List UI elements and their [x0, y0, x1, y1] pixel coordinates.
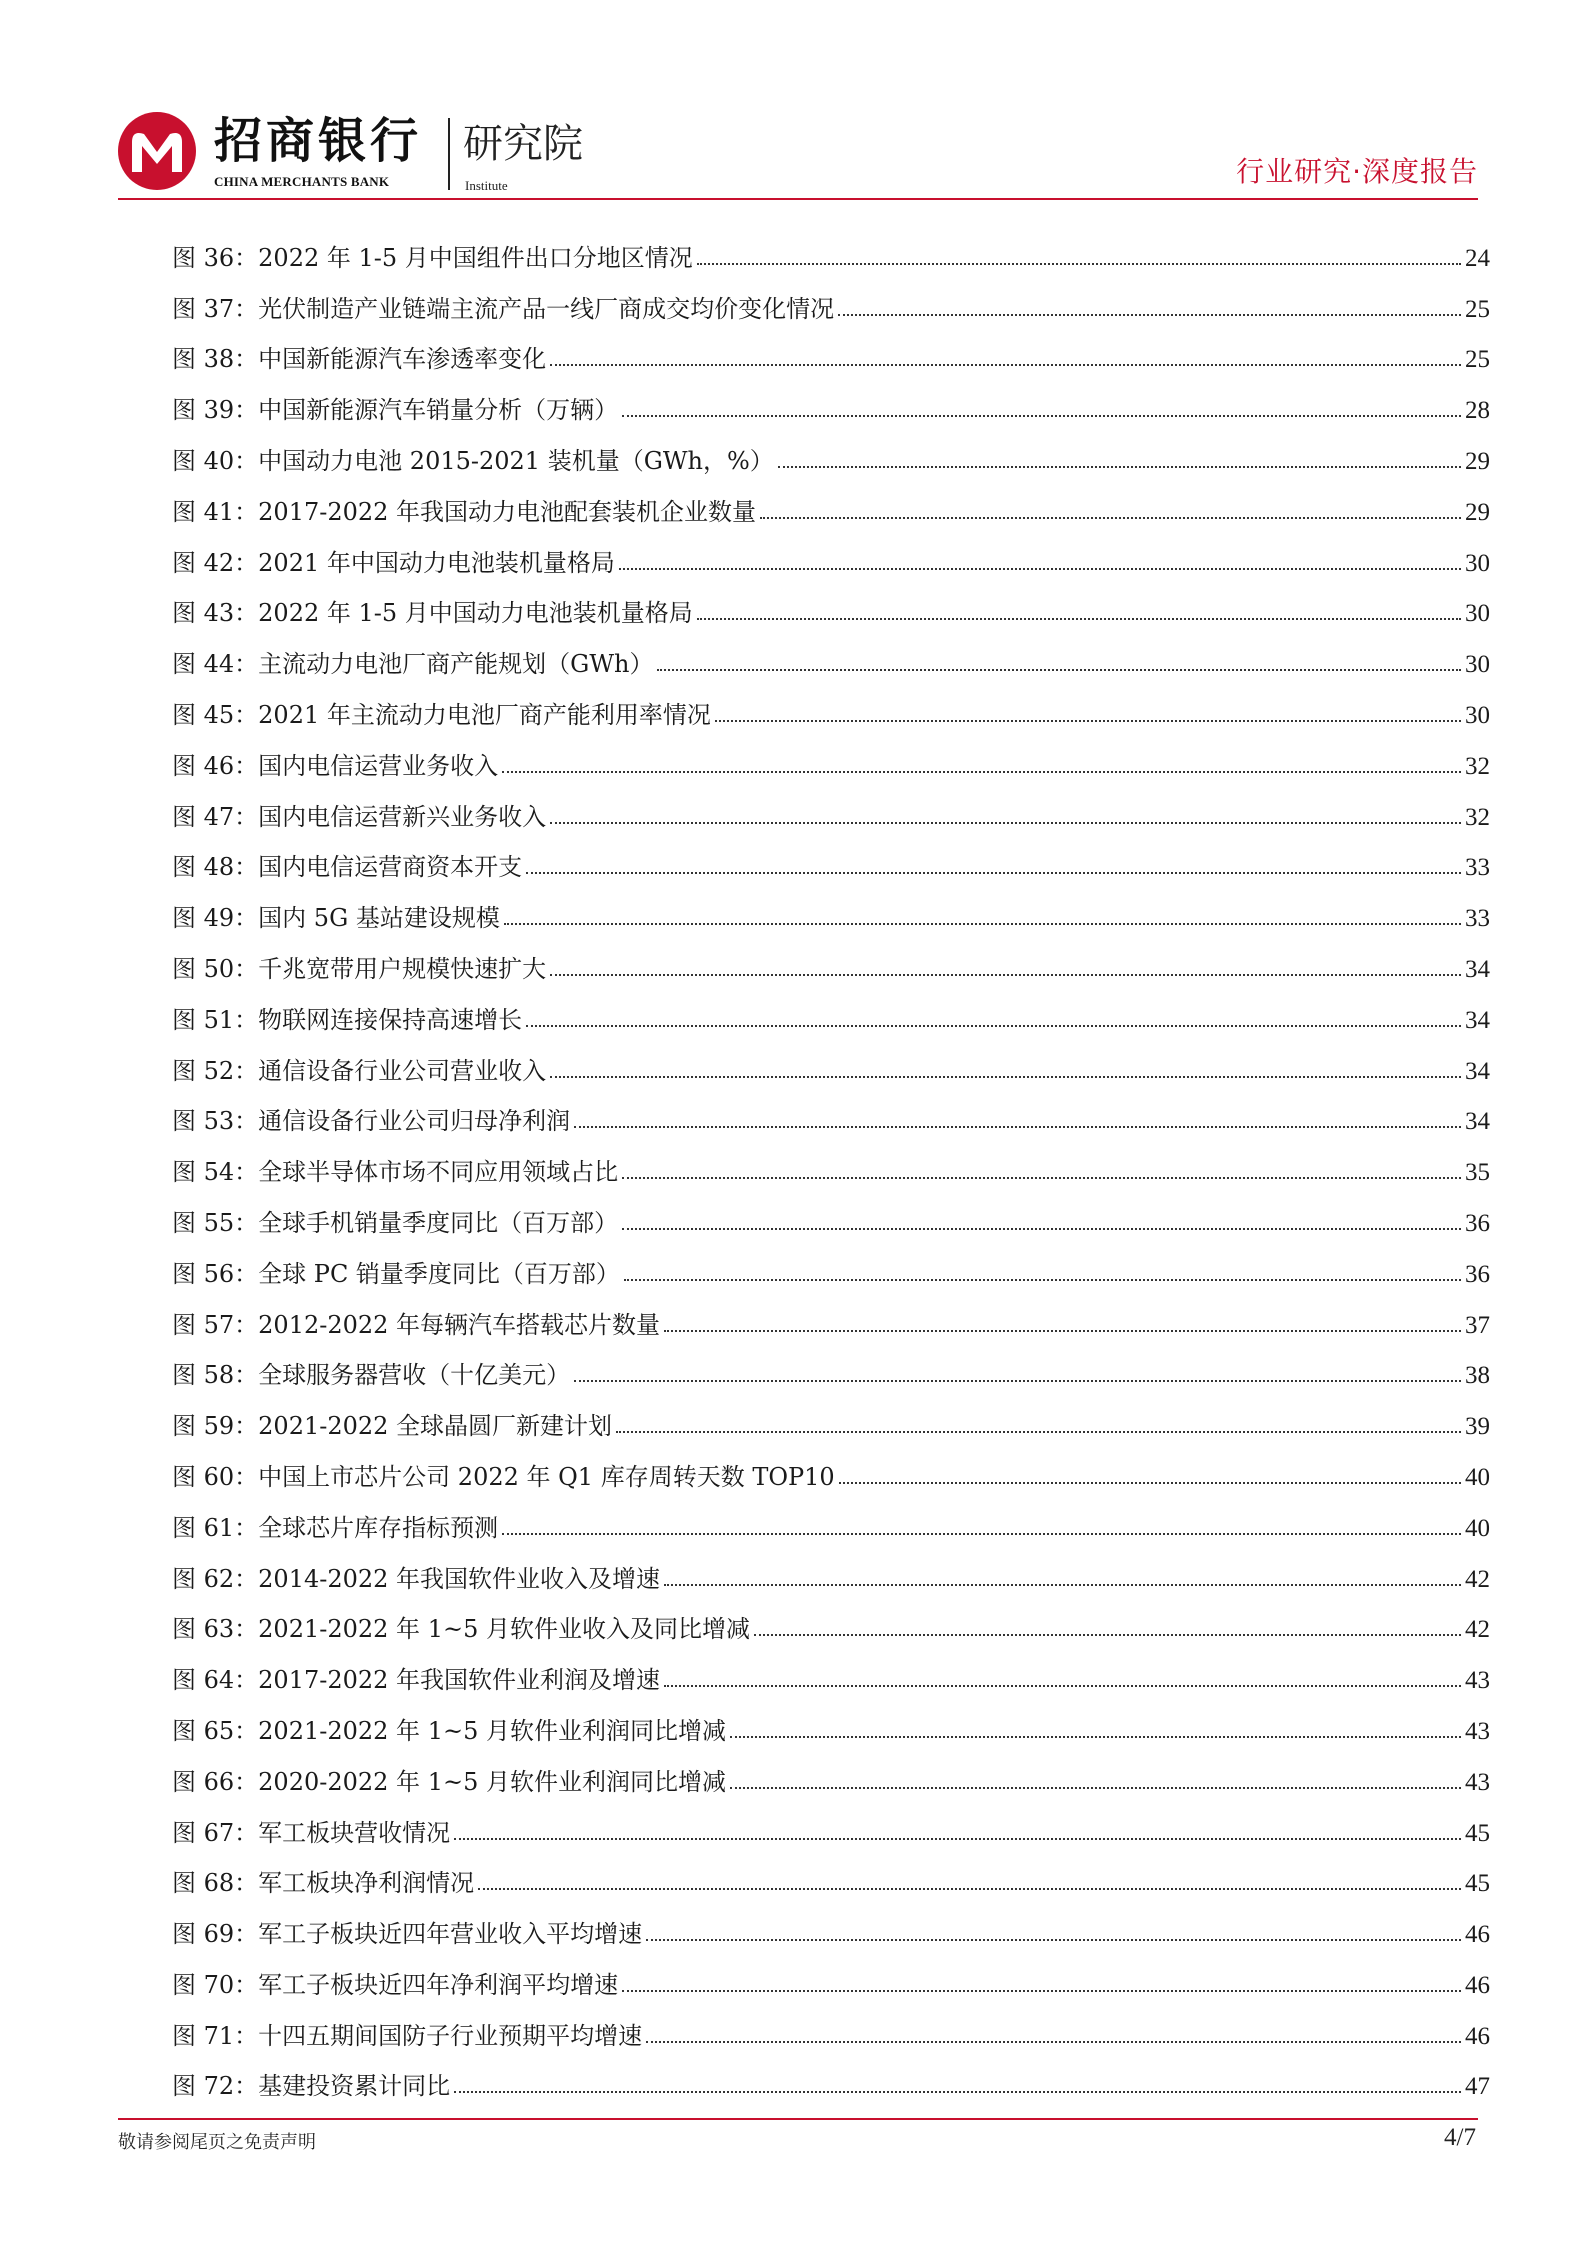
- toc-entry[interactable]: [172, 781, 1490, 832]
- figure-list: [172, 222, 1490, 2101]
- cmb-logo-mark: [118, 112, 196, 190]
- toc-dot-leader: [624, 1279, 1461, 1281]
- toc-dot-leader: [550, 822, 1461, 824]
- toc-entry[interactable]: [172, 832, 1490, 883]
- toc-entry[interactable]: [172, 1492, 1490, 1543]
- toc-entry-page[interactable]: 34: [1465, 955, 1490, 983]
- toc-entry-title[interactable]: 图 62：2014-2022 年我国软件业收入及增速: [172, 1564, 661, 1593]
- toc-entry-page[interactable]: 46: [1465, 1971, 1490, 1999]
- toc-entry-page[interactable]: 25: [1465, 346, 1490, 374]
- toc-entry[interactable]: [172, 1695, 1490, 1746]
- toc-entry[interactable]: [172, 374, 1490, 425]
- toc-entry-title[interactable]: 图 37：光伏制造产业链端主流产品一线厂商成交均价变化情况: [172, 294, 835, 323]
- toc-entry-title[interactable]: 图 54：全球半导体市场不同应用领域占比: [172, 1158, 619, 1187]
- toc-entry[interactable]: [172, 1441, 1490, 1492]
- toc-entry-page[interactable]: 37: [1465, 1311, 1490, 1339]
- toc-dot-leader: [697, 263, 1461, 265]
- toc-dot-leader: [715, 720, 1461, 722]
- toc-entry-title[interactable]: 图 71：十四五期间国防子行业预期平均增速: [172, 2021, 643, 2050]
- page-number: 4/7: [1444, 2124, 1476, 2151]
- toc-entry[interactable]: [172, 1086, 1490, 1137]
- toc-entry[interactable]: [172, 984, 1490, 1035]
- report-type-label: 行业研究·深度报告: [1236, 155, 1478, 188]
- toc-entry-title[interactable]: 图 61：全球芯片库存指标预测: [172, 1513, 499, 1542]
- brand-name-cn: 招商银行: [214, 113, 423, 169]
- toc-entry[interactable]: [172, 933, 1490, 984]
- toc-entry-title[interactable]: 图 47：国内电信运营新兴业务收入: [172, 802, 547, 831]
- toc-entry[interactable]: [172, 1898, 1490, 1949]
- toc-dot-leader: [664, 1584, 1461, 1586]
- toc-dot-leader: [574, 1380, 1461, 1382]
- toc-entry-page[interactable]: 42: [1465, 1565, 1490, 1593]
- toc-entry-title[interactable]: 图 36：2022 年 1-5 月中国组件出口分地区情况: [172, 243, 693, 272]
- toc-entry-page[interactable]: 46: [1465, 2022, 1490, 2050]
- toc-entry[interactable]: [172, 324, 1490, 375]
- toc-entry-page[interactable]: 40: [1465, 1463, 1490, 1491]
- toc-dot-leader: [502, 1533, 1461, 1535]
- toc-entry-title[interactable]: 图 59：2021-2022 全球晶圆厂新建计划: [172, 1412, 613, 1441]
- toc-entry-title[interactable]: 图 69：军工子板块近四年营业收入平均增速: [172, 1920, 643, 1949]
- footer-divider: [118, 2118, 1478, 2120]
- institute-name-en: Institute: [465, 178, 508, 193]
- toc-dot-leader: [730, 1736, 1461, 1738]
- toc-dot-leader: [526, 872, 1461, 874]
- header-divider: [118, 198, 1478, 200]
- toc-entry[interactable]: [172, 1848, 1490, 1899]
- toc-entry[interactable]: [172, 1797, 1490, 1848]
- institute-name-cn: 研究院: [463, 121, 583, 167]
- toc-entry-page[interactable]: 36: [1465, 1209, 1490, 1237]
- toc-entry[interactable]: [172, 1136, 1490, 1187]
- toc-entry-page[interactable]: 43: [1465, 1717, 1490, 1745]
- toc-entry-title[interactable]: 图 68：军工板块净利润情况: [172, 1869, 475, 1898]
- toc-entry-title[interactable]: 图 67：军工板块营收情况: [172, 1818, 451, 1847]
- toc-entry[interactable]: [172, 1289, 1490, 1340]
- toc-dot-leader: [646, 2041, 1461, 2043]
- toc-entry-title[interactable]: 图 57：2012-2022 年每辆汽车搭载芯片数量: [172, 1310, 661, 1339]
- toc-entry-page[interactable]: 42: [1465, 1616, 1490, 1644]
- toc-entry[interactable]: [172, 1746, 1490, 1797]
- toc-entry-page[interactable]: 43: [1465, 1768, 1490, 1796]
- toc-entry-title[interactable]: 图 40：中国动力电池 2015-2021 装机量（GWh，%）: [172, 446, 774, 475]
- toc-entry-title[interactable]: 图 45：2021 年主流动力电池厂商产能利用率情况: [172, 700, 711, 729]
- toc-entry[interactable]: [172, 882, 1490, 933]
- toc-entry-page[interactable]: 30: [1465, 651, 1490, 679]
- toc-entry-page[interactable]: 36: [1465, 1260, 1490, 1288]
- toc-entry-page[interactable]: 34: [1465, 1057, 1490, 1085]
- toc-entry[interactable]: [172, 1949, 1490, 2000]
- toc-dot-leader: [526, 1025, 1461, 1027]
- toc-dot-leader: [754, 1634, 1461, 1636]
- toc-entry[interactable]: [172, 578, 1490, 629]
- toc-entry-page[interactable]: 32: [1465, 752, 1490, 780]
- page-header: [118, 110, 1478, 195]
- toc-entry-page[interactable]: 33: [1465, 854, 1490, 882]
- cmb-logo-icon: [118, 112, 196, 190]
- toc-entry-page[interactable]: 43: [1465, 1667, 1490, 1695]
- toc-dot-leader: [502, 771, 1461, 773]
- toc-entry-title[interactable]: 图 50：千兆宽带用户规模快速扩大: [172, 954, 547, 983]
- toc-dot-leader: [760, 517, 1461, 519]
- toc-entry[interactable]: [172, 1238, 1490, 1289]
- toc-entry-title[interactable]: 图 46：国内电信运营业务收入: [172, 751, 499, 780]
- toc-entry-title[interactable]: 图 65：2021-2022 年 1~5 月软件业利润同比增减: [172, 1716, 726, 1745]
- toc-entry-page[interactable]: 33: [1465, 905, 1490, 933]
- toc-entry[interactable]: [172, 527, 1490, 578]
- toc-entry-title[interactable]: 图 72：基建投资累计同比: [172, 2072, 451, 2101]
- toc-dot-leader: [622, 415, 1461, 417]
- toc-entry-title[interactable]: 图 66：2020-2022 年 1~5 月软件业利润同比增减: [172, 1767, 726, 1796]
- toc-dot-leader: [550, 974, 1461, 976]
- toc-entry[interactable]: [172, 1644, 1490, 1695]
- toc-dot-leader: [478, 1888, 1461, 1890]
- toc-entry-page[interactable]: 34: [1465, 1006, 1490, 1034]
- toc-dot-leader: [619, 568, 1461, 570]
- toc-entry-title[interactable]: 图 55：全球手机销量季度同比（百万部）: [172, 1208, 619, 1237]
- toc-entry-title[interactable]: 图 49：国内 5G 基站建设规模: [172, 904, 500, 933]
- toc-dot-leader: [622, 1990, 1461, 1992]
- toc-entry[interactable]: [172, 2000, 1490, 2051]
- toc-dot-leader: [622, 1177, 1461, 1179]
- toc-dot-leader: [550, 364, 1461, 366]
- toc-entry-page[interactable]: 38: [1465, 1362, 1490, 1390]
- toc-entry-page[interactable]: 30: [1465, 701, 1490, 729]
- toc-entry-title[interactable]: 图 39：中国新能源汽车销量分析（万辆）: [172, 396, 619, 425]
- toc-entry[interactable]: [172, 1187, 1490, 1238]
- toc-entry-page[interactable]: 35: [1465, 1159, 1490, 1187]
- toc-entry[interactable]: [172, 1594, 1490, 1645]
- toc-entry-page[interactable]: 28: [1465, 397, 1490, 425]
- toc-entry-title[interactable]: 图 64：2017-2022 年我国软件业利润及增速: [172, 1666, 661, 1695]
- toc-entry-title[interactable]: 图 70：军工子板块近四年净利润平均增速: [172, 1970, 619, 1999]
- toc-entry[interactable]: [172, 425, 1490, 476]
- toc-entry-title[interactable]: 图 43：2022 年 1-5 月中国动力电池装机量格局: [172, 599, 693, 628]
- toc-dot-leader: [664, 1330, 1461, 1332]
- header-separator: [448, 118, 450, 190]
- toc-entry-title[interactable]: 图 38：中国新能源汽车渗透率变化: [172, 345, 547, 374]
- toc-entry[interactable]: [172, 1035, 1490, 1086]
- toc-entry[interactable]: [172, 628, 1490, 679]
- toc-entry[interactable]: [172, 1340, 1490, 1391]
- toc-entry-page[interactable]: 40: [1465, 1514, 1490, 1542]
- toc-entry-title[interactable]: 图 58：全球服务器营收（十亿美元）: [172, 1361, 571, 1390]
- toc-dot-leader: [616, 1431, 1461, 1433]
- toc-dot-leader: [550, 1076, 1461, 1078]
- toc-dot-leader: [838, 314, 1461, 316]
- toc-entry-page[interactable]: 39: [1465, 1413, 1490, 1441]
- toc-dot-leader: [646, 1939, 1461, 1941]
- toc-entry-page[interactable]: 25: [1465, 295, 1490, 323]
- toc-entry-title[interactable]: 图 42：2021 年中国动力电池装机量格局: [172, 548, 615, 577]
- toc-entry-page[interactable]: 29: [1465, 447, 1490, 475]
- toc-entry[interactable]: [172, 476, 1490, 527]
- toc-entry-page[interactable]: 46: [1465, 1921, 1490, 1949]
- disclaimer-note: 敬请参阅尾页之免责声明: [118, 2132, 316, 2153]
- toc-entry-page[interactable]: 30: [1465, 600, 1490, 628]
- toc-entry-title[interactable]: 图 52：通信设备行业公司营业收入: [172, 1056, 547, 1085]
- toc-entry-page[interactable]: 47: [1465, 2073, 1490, 2101]
- brand-name-en: CHINA MERCHANTS BANK: [214, 174, 390, 189]
- toc-entry-title[interactable]: 图 63：2021-2022 年 1~5 月软件业收入及同比增减: [172, 1615, 750, 1644]
- toc-dot-leader: [504, 923, 1461, 925]
- toc-entry-page[interactable]: 24: [1465, 244, 1490, 272]
- toc-entry-title[interactable]: 图 41：2017-2022 年我国动力电池配套装机企业数量: [172, 497, 757, 526]
- toc-entry-page[interactable]: 30: [1465, 549, 1490, 577]
- toc-dot-leader: [697, 618, 1461, 620]
- toc-entry-title[interactable]: 图 44：主流动力电池厂商产能规划（GWh）: [172, 650, 654, 679]
- toc-dot-leader: [839, 1482, 1461, 1484]
- toc-entry[interactable]: [172, 1390, 1490, 1441]
- toc-entry-page[interactable]: 45: [1465, 1870, 1490, 1898]
- toc-entry-title[interactable]: 图 53：通信设备行业公司归母净利润: [172, 1107, 571, 1136]
- toc-entry-title[interactable]: 图 56：全球 PC 销量季度同比（百万部）: [172, 1259, 620, 1288]
- toc-entry[interactable]: [172, 2051, 1490, 2102]
- toc-dot-leader: [657, 669, 1461, 671]
- toc-entry-page[interactable]: 45: [1465, 1819, 1490, 1847]
- toc-dot-leader: [730, 1787, 1461, 1789]
- toc-entry-title[interactable]: 图 48：国内电信运营商资本开支: [172, 853, 523, 882]
- toc-dot-leader: [622, 1228, 1461, 1230]
- toc-entry-page[interactable]: 29: [1465, 498, 1490, 526]
- toc-dot-leader: [664, 1685, 1461, 1687]
- toc-entry-title[interactable]: 图 60：中国上市芯片公司 2022 年 Q1 库存周转天数 TOP10: [172, 1462, 835, 1491]
- toc-dot-leader: [454, 1838, 1461, 1840]
- toc-entry[interactable]: [172, 730, 1490, 781]
- toc-dot-leader: [778, 466, 1461, 468]
- toc-entry-page[interactable]: 32: [1465, 803, 1490, 831]
- toc-entry-page[interactable]: 34: [1465, 1108, 1490, 1136]
- toc-entry[interactable]: [172, 273, 1490, 324]
- toc-entry[interactable]: [172, 679, 1490, 730]
- toc-entry[interactable]: [172, 1543, 1490, 1594]
- toc-entry-title[interactable]: 图 51：物联网连接保持高速增长: [172, 1005, 523, 1034]
- toc-dot-leader: [454, 2091, 1461, 2093]
- toc-entry[interactable]: [172, 222, 1490, 273]
- toc-dot-leader: [574, 1126, 1461, 1128]
